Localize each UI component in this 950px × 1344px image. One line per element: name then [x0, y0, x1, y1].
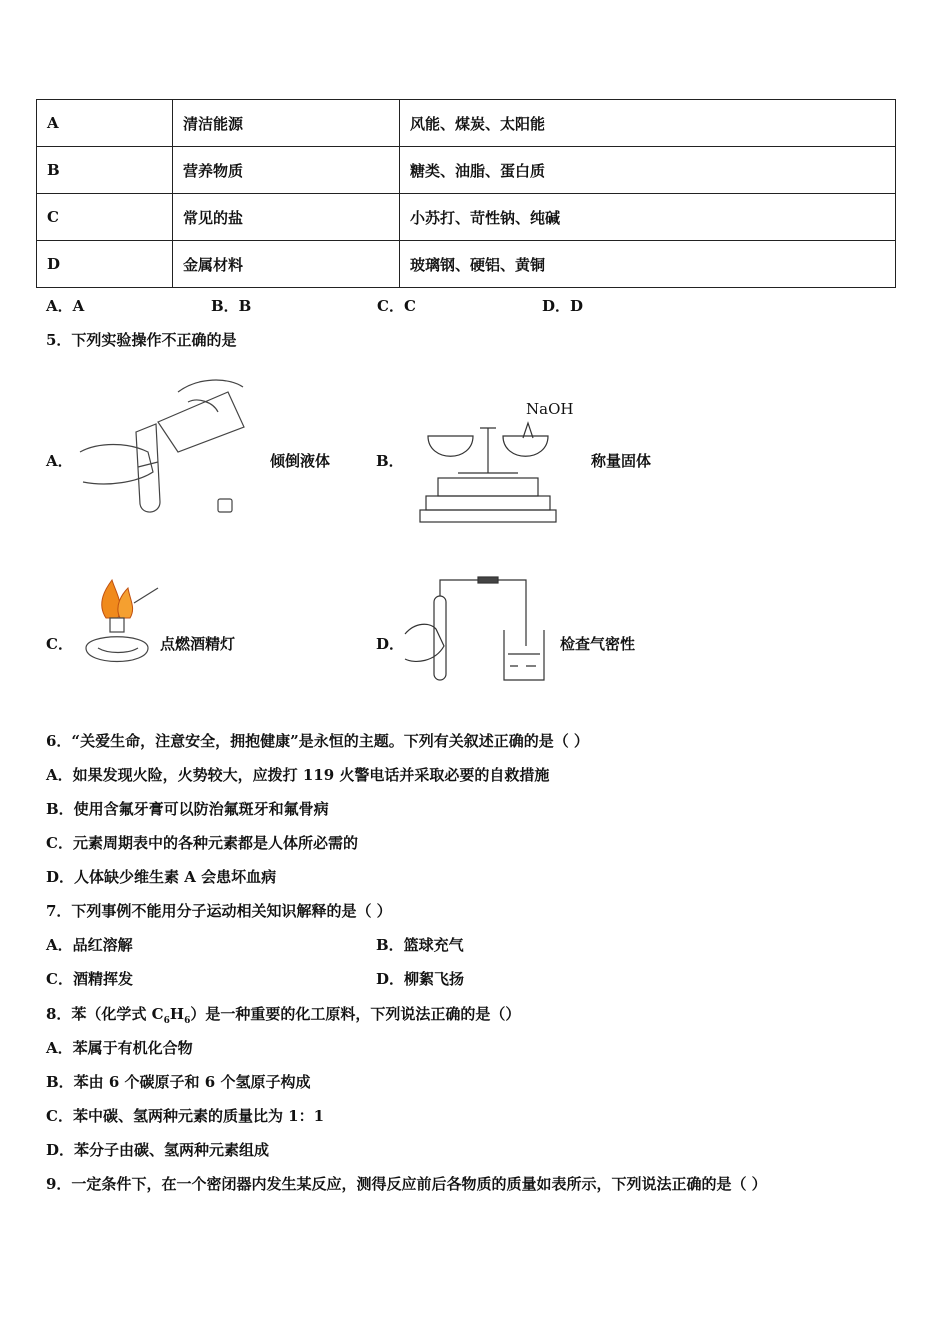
q7-option-d[interactable]: D．柳絮飞扬 [376, 970, 465, 988]
q6-stem: 6．“关爱生命，注意安全，拥抱健康”是永恒的主题。下列有关叙述正确的是（ ） [46, 732, 589, 750]
row-category: 清洁能源 [173, 100, 400, 147]
q9-stem: 9．一定条件下，在一个密闭器内发生某反应，测得反应前后各物质的质量如表所示，下列说法正确的是（ ） [46, 1175, 767, 1193]
q5-option-a-caption: 倾倒液体 [270, 452, 331, 470]
q4-option-a[interactable]: A．A [46, 297, 85, 315]
q7-option-b[interactable]: B．篮球充气 [376, 936, 464, 954]
q8-stem-mid: H [169, 1005, 185, 1023]
q5-option-c-letter[interactable]: C． [46, 635, 73, 653]
table-row [37, 147, 896, 194]
table-row [37, 241, 896, 288]
q8-stem-post: ）是一种重要的化工原料，下列说法正确的是（） [190, 1005, 521, 1023]
q5-option-a-letter[interactable]: A． [46, 452, 73, 470]
row-category: 金属材料 [173, 241, 400, 288]
q7-option-a[interactable]: A．品红溶解 [46, 936, 133, 954]
row-items: 玻璃钢、硬铝、黄铜 [400, 241, 896, 288]
airtightness-figure [400, 574, 550, 684]
row-items: 小苏打、苛性钠、纯碱 [400, 194, 896, 241]
q5-option-c-caption: 点燃酒精灯 [160, 635, 236, 653]
row-items: 风能、煤炭、太阳能 [400, 100, 896, 147]
q6-option-d[interactable]: D．人体缺少维生素 A 会患坏血病 [46, 868, 277, 886]
q7-option-c[interactable]: C．酒精挥发 [46, 970, 133, 988]
q4-option-b[interactable]: B．B [211, 297, 252, 315]
alcohol-lamp-figure [78, 578, 160, 678]
q8-option-b[interactable]: B．苯由 6 个碳原子和 6 个氢原子构成 [46, 1073, 311, 1091]
q8-stem [46, 1003, 520, 1026]
q8-option-a[interactable]: A．苯属于有机化合物 [46, 1039, 193, 1057]
row-key: A [37, 100, 173, 147]
table-row [37, 100, 896, 147]
q5-option-d-letter[interactable]: D． [376, 635, 405, 653]
row-category: 常见的盐 [173, 194, 400, 241]
pour-liquid-figure [78, 372, 248, 522]
naoh-label: NaOH [526, 400, 574, 418]
row-category: 营养物质 [173, 147, 400, 194]
q5-option-b-caption: 称量固体 [591, 452, 652, 470]
q6-option-c[interactable]: C．元素周期表中的各种元素都是人体所必需的 [46, 834, 358, 852]
q4-option-c[interactable]: C．C [377, 297, 416, 315]
q7-stem: 7．下列事例不能用分子运动相关知识解释的是（ ） [46, 902, 392, 920]
q6-option-a[interactable]: A．如果发现火险，火势较大，应拨打 119 火警电话并采取必要的自救措施 [46, 766, 550, 784]
row-key: C [37, 194, 173, 241]
q8-stem-pre: 8．苯（化学式 C [46, 1005, 164, 1023]
q4-option-d[interactable]: D．D [542, 297, 584, 315]
q8-sub-hydrogen: 6 [184, 1016, 191, 1026]
q5-option-b-letter[interactable]: B． [376, 452, 404, 470]
q5-stem: 5．下列实验操作不正确的是 [46, 331, 237, 349]
row-key: D [37, 241, 173, 288]
q6-option-b[interactable]: B．使用含氟牙膏可以防治氟斑牙和氟骨病 [46, 800, 329, 818]
q5-option-d-caption: 检查气密性 [560, 635, 636, 653]
q8-sub-carbon: 6 [163, 1016, 170, 1026]
q8-option-c[interactable]: C．苯中碳、氢两种元素的质量比为 1：1 [46, 1107, 325, 1125]
q8-option-d[interactable]: D．苯分子由碳、氢两种元素组成 [46, 1141, 270, 1159]
row-items: 糖类、油脂、蛋白质 [400, 147, 896, 194]
classification-table [36, 99, 896, 288]
table-row [37, 194, 896, 241]
row-key: B [37, 147, 173, 194]
balance-figure [418, 418, 558, 526]
